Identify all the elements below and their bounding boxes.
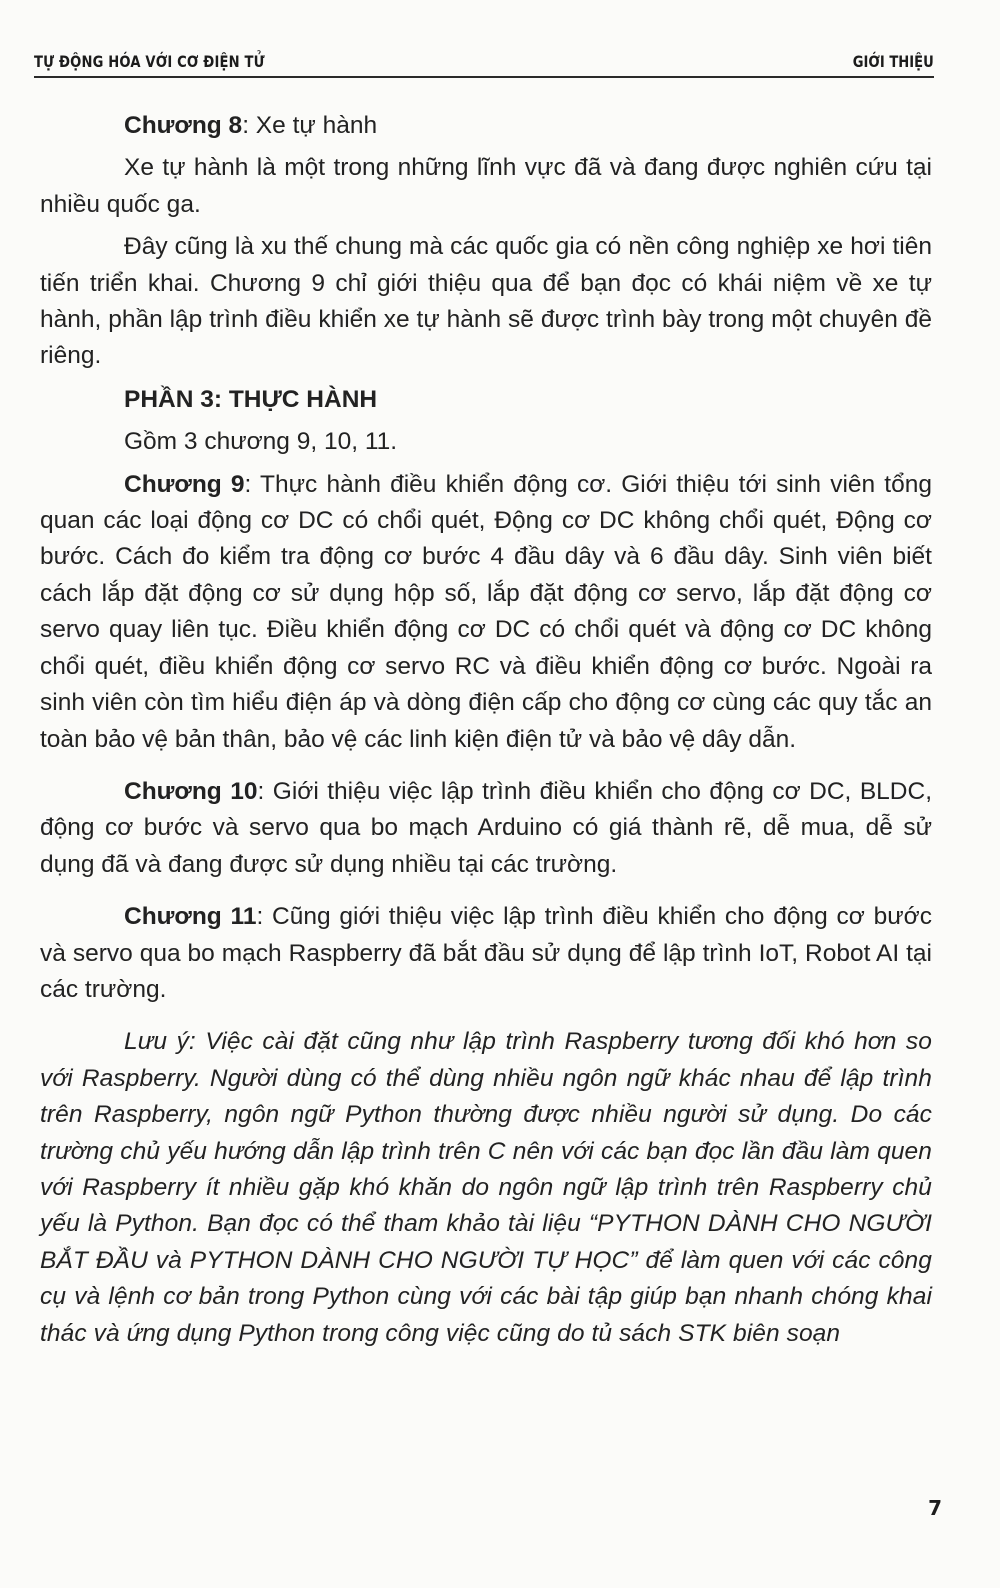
chapter-8-paragraph-1: Xe tự hành là một trong những lĩnh vực đã và đang được nghiên cứu tại nhiều quốc ga.	[40, 154, 932, 218]
part-3-intro: Gồm 3 chương 9, 10, 11.	[124, 428, 398, 456]
page-body	[40, 108, 932, 1352]
chapter-8-paragraph-2: Đây cũng là xu thế chung mà các quốc gia có nền công nghiệp xe hơi tiên tiến triển khai. Chương 9 chỉ giới thiệu qua để bạn đọc có khái niệm về xe tự hành, phần lập trình điều khiển xe tự hành sẽ được trình bày trong một chuyên đề riêng.	[40, 233, 932, 370]
chapter-11-text: : Cũng giới thiệu việc lập trình điều khiển cho động cơ bước và servo qua bo mạch Raspberry đã bắt đầu sử dụng để lập trình IoT, Robot AI tại các trường.	[40, 903, 932, 1003]
chapter-8-title: : Xe tự hành	[242, 112, 378, 139]
part-3-heading-text: PHẦN 3: THỰC HÀNH	[124, 385, 378, 413]
page-number: 7	[928, 1496, 942, 1520]
chapter-8-label: Chương 8	[124, 112, 243, 139]
chapter-10-label: Chương 10	[124, 777, 258, 805]
chapter-9-label: Chương 9	[124, 470, 245, 498]
part-3-heading	[40, 382, 932, 418]
chapter-11-paragraph	[40, 899, 932, 1008]
chapter-9-text: : Thực hành điều khiển động cơ. Giới thiệu tới sinh viên tổng quan các loại động cơ DC có chổi quét, Động cơ DC không chổi quét, Động cơ bước. Cách đo kiểm tra động cơ bước 4 đầu dây và 6 đầu dây. Sinh viên biết cách lắp đặt động cơ sử dụng hộp số, lắp đặt động cơ servo, lắp đặt động cơ servo quay liên tục. Điều khiển động cơ DC có chổi quét và động cơ DC không chổi quét, điều khiển động cơ servo RC và điều khiển động cơ bước. Ngoài ra sinh viên còn tìm hiểu điện áp và dòng điện cấp cho động cơ cùng các quy tắc an toàn bảo vệ bản thân, bảo vệ các linh kiện điện tử và bảo vệ dây dẫn.	[40, 470, 932, 753]
running-header	[34, 46, 934, 78]
section-title: GIỚI THIỆU	[853, 52, 934, 71]
book-title: TỰ ĐỘNG HÓA VỚI CƠ ĐIỆN TỬ	[34, 52, 265, 71]
chapter-11-label: Chương 11	[124, 903, 257, 931]
note-paragraph: Lưu ý: Việc cài đặt cũng như lập trình Raspberry tương đối khó hơn so với Raspberry. Người dùng có thể dùng nhiều ngôn ngữ khác nhau để lập trình trên Raspberry, ngôn ngữ Python thường được nhiều người sử dụng. Do các trường chủ yếu hướng dẫn lập trình trên C nên với các bạn đọc lần đầu làm quen với Raspberry ít nhiều gặp khó khăn do ngôn ngữ lập trình trên Raspberry chủ yếu là Python. Bạn đọc có thể tham khảo tài liệu “PYTHON DÀNH CHO NGƯỜI BẮT ĐẦU và PYTHON DÀNH CHO NGƯỜI TỰ HỌC” để làm quen với các công cụ và lệnh cơ bản trong Python cùng với các bài tập giúp bạn nhanh chóng khai thác và ứng dụng Python trong công việc cũng do tủ sách STK biên soạn	[40, 1028, 932, 1347]
chapter-10-paragraph	[40, 774, 932, 883]
chapter-9-paragraph	[40, 467, 932, 758]
chapter-10-text: : Giới thiệu việc lập trình điều khiển cho động cơ DC, BLDC, động cơ bước và servo qua bo mạch Arduino có giá thành rẽ, dễ mua, dễ sử dụng đã và đang được sử dụng nhiều tại các trường.	[40, 777, 932, 878]
chapter-8-heading	[40, 108, 932, 144]
